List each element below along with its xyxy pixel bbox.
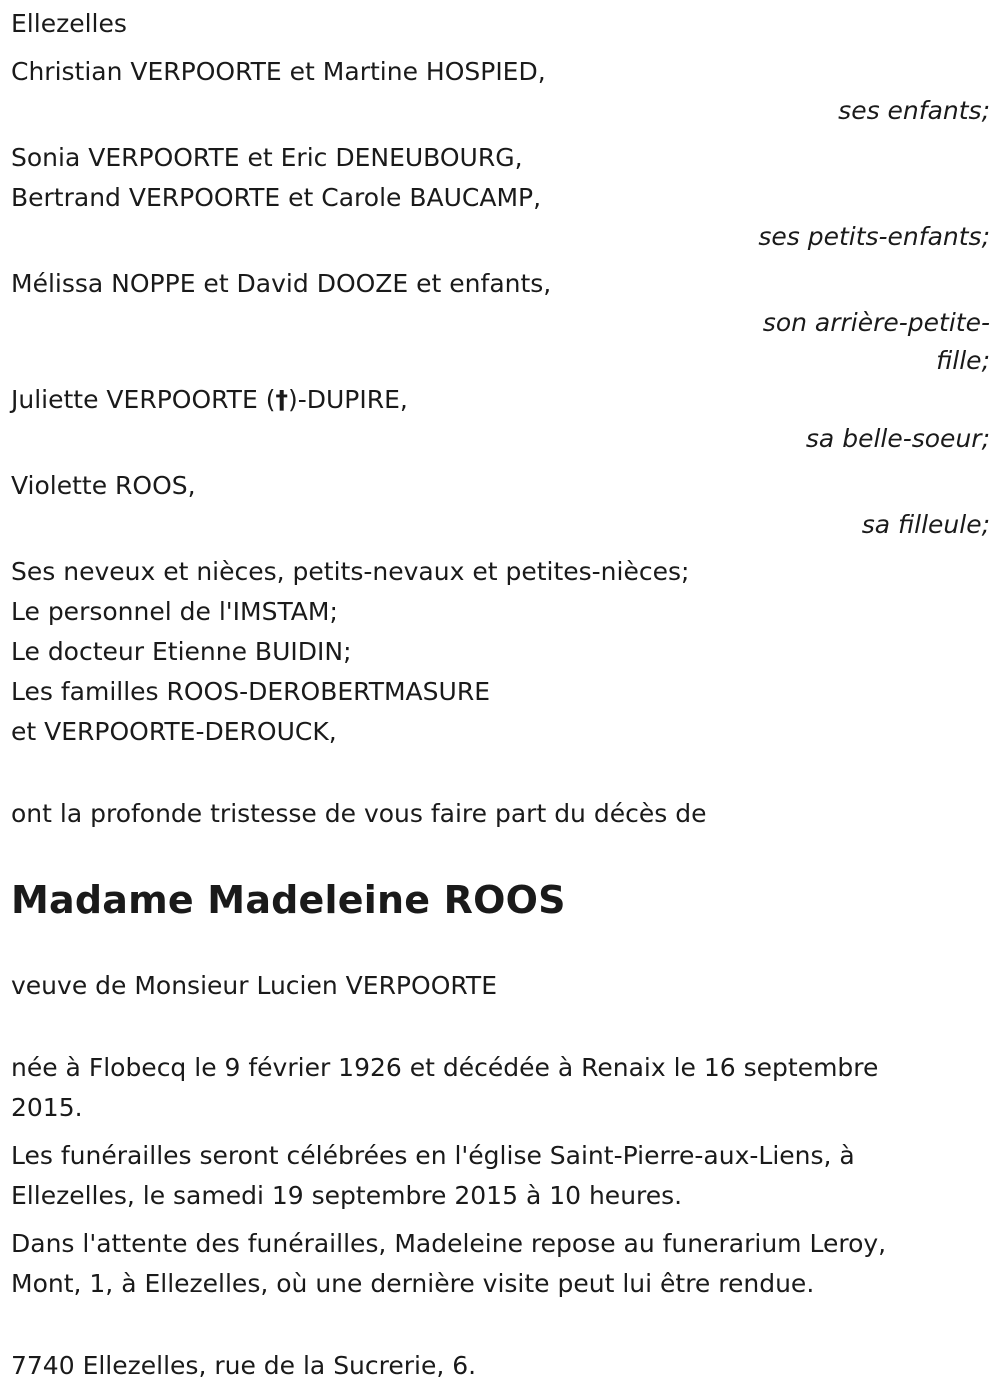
other-relatives-line-4: Les familles ROOS-DEROBERTMASURE [11, 677, 490, 706]
grandchildren-role: ses petits-enfants; [758, 222, 990, 251]
funeral-text: Les funérailles seront célébrées en l'église Saint-Pierre-aux-Liens, à Ellezelles, le samedi 19 septembre 2015 à 10 heures. [11, 1141, 855, 1210]
announcement-text: ont la profonde tristesse de vous faire part du décès de [11, 799, 707, 828]
great-grandchild-role-line-1: son arrière-petite- [762, 308, 990, 337]
children-names: Christian VERPOORTE et Martine HOSPIED, [11, 57, 546, 86]
cross-icon: † [275, 385, 288, 414]
grandchild-names-2: Bertrand VERPOORTE et Carole BAUCAMP, [11, 183, 542, 212]
town-heading: Ellezelles [11, 9, 127, 38]
goddaughter-role: sa filleule; [861, 510, 990, 539]
other-relatives-line-2: Le personnel de l'IMSTAM; [11, 597, 338, 626]
children-role: ses enfants; [838, 96, 990, 125]
goddaughter-names: Violette ROOS, [11, 471, 196, 500]
sister-in-law-names [11, 380, 990, 420]
grandchild-names-1: Sonia VERPOORTE et Eric DENEUBOURG, [11, 143, 523, 172]
other-relatives-line-1: Ses neveux et nièces, petits-nevaux et petites-nièces; [11, 557, 690, 586]
sister-in-law-role: sa belle-soeur; [805, 424, 990, 453]
birth-death-text: née à Flobecq le 9 février 1926 et décédée à Renaix le 16 septembre 2015. [11, 1053, 879, 1122]
address-text: 7740 Ellezelles, rue de la Sucrerie, 6. [11, 1351, 477, 1380]
great-grandchild-names: Mélissa NOPPE et David DOOZE et enfants, [11, 269, 552, 298]
great-grandchild-role-line-2: fille; [936, 346, 990, 375]
sister-in-law-name-part-1: Juliette VERPOORTE ( [11, 385, 276, 414]
other-relatives-line-3: Le docteur Etienne BUIDIN; [11, 637, 352, 666]
visit-text: Dans l'attente des funérailles, Madeleine repose au funerarium Leroy, Mont, 1, à Ellezelles, où une dernière visite peut lui être rendue. [11, 1229, 887, 1298]
widow-of-text: veuve de Monsieur Lucien VERPOORTE [11, 971, 497, 1000]
deceased-name: Madame Madeleine ROOS [11, 878, 566, 922]
sister-in-law-name-part-2: )-DUPIRE, [287, 385, 408, 414]
other-relatives-line-5: et VERPOORTE-DEROUCK, [11, 717, 337, 746]
